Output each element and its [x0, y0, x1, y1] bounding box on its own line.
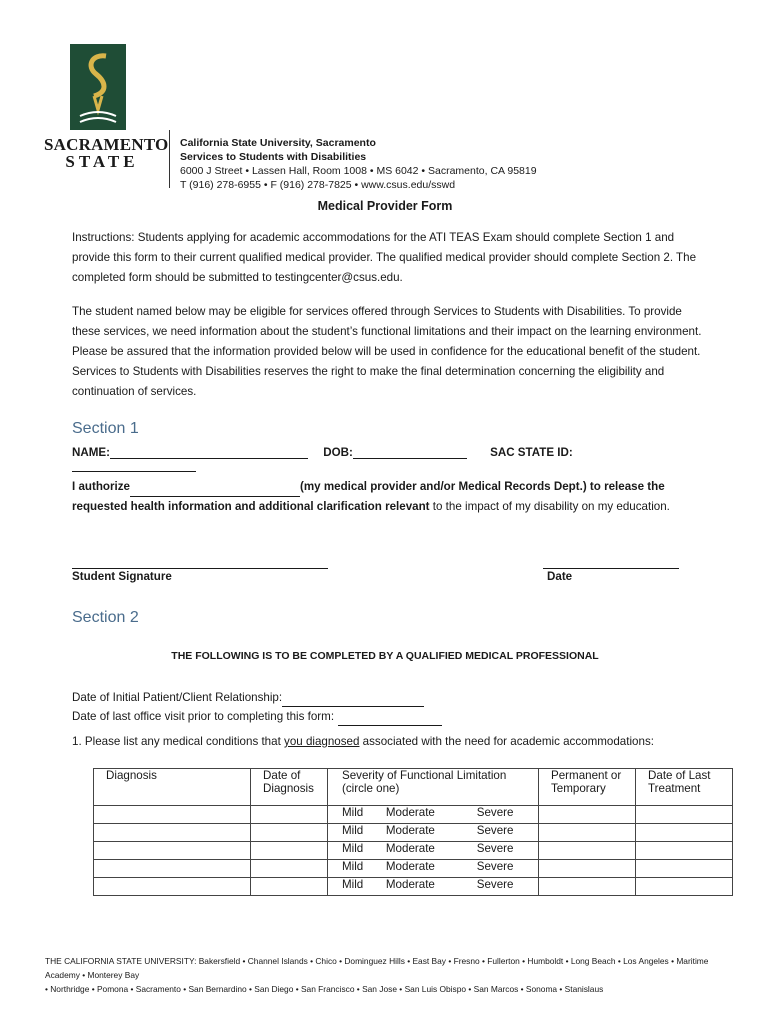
severity-severe[interactable]: Severe — [459, 860, 539, 878]
authorize-line2-rest: to the impact of my disability on my education. — [429, 500, 670, 513]
street-address: 6000 J Street • Lassen Hall, Room 1008 • MS 6042 • Sacramento, CA 95819 — [180, 165, 537, 177]
question-prefix: 1. Please list any medical conditions that — [72, 735, 285, 748]
professional-notice: THE FOLLOWING IS TO BE COMPLETED BY A QUALIFIED MEDICAL PROFESSIONAL — [171, 650, 599, 662]
permanence-cell[interactable] — [539, 860, 636, 878]
intro-paragraph: The student named below may be eligible for services offered through Services to Students with Disabilities. To provide these services, we need information about the student’s functional limitations and their impact on the learning environment. Please be assured that the information provided below will be used in confidence for the educational benefit of the student. Services to Students with Disabilities reserves the right to make the final determination concerning the eligibility and continuation of services. — [72, 305, 702, 398]
severity-mild[interactable]: Mild — [328, 806, 382, 824]
date-of-diagnosis-header: Date of Diagnosis — [251, 769, 328, 806]
university-name: California State University, Sacramento — [180, 137, 376, 149]
csu-campuses-footer — [45, 954, 735, 996]
authorization-statement — [72, 477, 712, 517]
permanence-cell[interactable] — [539, 806, 636, 824]
authorize-suffix: (my medical provider and/or Medical Records Dept.) to release the — [299, 480, 665, 493]
table-header-row — [94, 769, 733, 806]
last-treatment-cell[interactable] — [636, 860, 733, 878]
student-signature-line[interactable] — [72, 568, 328, 569]
severity-moderate[interactable]: Moderate — [382, 842, 459, 860]
sac-state-id-field[interactable] — [72, 471, 196, 472]
last-visit-field[interactable] — [338, 725, 442, 726]
instructions-paragraph: Instructions: Students applying for academic accommodations for the ATI TEAS Exam should complete Section 1 and provide this form to their current qualified medical provider. The qualified medical provider should complete Section 2. The completed form should be submitted to testingcenter@csus.edu. — [72, 231, 697, 284]
permanence-cell[interactable] — [539, 824, 636, 842]
date-cell[interactable] — [251, 806, 328, 824]
department-name: Services to Students with Disabilities — [180, 151, 367, 163]
section1-heading: Section 1 — [72, 420, 139, 437]
student-signature-label: Student Signature — [72, 570, 172, 583]
authorize-line2-bold: requested health information and additional clarification relevant — [72, 500, 430, 513]
conditions-question — [72, 735, 654, 748]
last-treatment-cell[interactable] — [636, 878, 733, 896]
table-row — [94, 842, 733, 860]
table-row — [94, 806, 733, 824]
severity-moderate[interactable]: Moderate — [382, 860, 459, 878]
permanence-cell[interactable] — [539, 842, 636, 860]
severity-moderate[interactable]: Moderate — [382, 806, 459, 824]
permanent-temporary-header: Permanent or Temporary — [539, 769, 636, 806]
university-logo — [70, 44, 126, 130]
footer-line2: • Northridge • Pomona • Sacramento • San Bernardino • San Diego • San Francisco • San Jose • San Luis Obispo • San Marcos • Sonoma • Stanislaus — [45, 984, 604, 994]
diagnosis-cell[interactable] — [94, 878, 251, 896]
initial-relationship-label: Date of Initial Patient/Client Relationship: — [72, 691, 283, 704]
dob-field[interactable] — [353, 458, 467, 459]
question-suffix: associated with the need for academic accommodations: — [359, 735, 654, 748]
signature-date-label: Date — [547, 570, 573, 583]
table-row — [94, 824, 733, 842]
signature-date-line[interactable] — [543, 568, 679, 569]
sac-state-id-label: SAC STATE ID: — [490, 446, 573, 459]
date-cell[interactable] — [251, 842, 328, 860]
relationship-dates — [72, 688, 442, 726]
question-underlined: you diagnosed — [284, 735, 360, 748]
dob-label: DOB: — [323, 446, 353, 459]
contact-info: T (916) 278-6955 • F (916) 278-7825 • www.csus.edu/sswd — [180, 179, 456, 191]
wordmark-line1: SACRAMENTO — [44, 135, 169, 154]
form-title: Medical Provider Form — [317, 199, 453, 213]
severity-severe[interactable]: Severe — [459, 842, 539, 860]
permanence-cell[interactable] — [539, 878, 636, 896]
last-treatment-cell[interactable] — [636, 842, 733, 860]
severity-header: Severity of Functional Limitation (circle one) — [328, 769, 539, 806]
sac-state-s-emblem-icon — [70, 44, 126, 130]
name-label: NAME: — [72, 446, 110, 459]
date-cell[interactable] — [251, 824, 328, 842]
name-field[interactable] — [110, 458, 308, 459]
severity-mild[interactable]: Mild — [328, 824, 382, 842]
last-treatment-cell[interactable] — [636, 824, 733, 842]
severity-mild[interactable]: Mild — [328, 842, 382, 860]
table-row — [94, 860, 733, 878]
wordmark-line2: STATE — [65, 152, 139, 171]
header-divider — [169, 130, 170, 188]
diagnosis-cell[interactable] — [94, 824, 251, 842]
last-visit-label: Date of last office visit prior to completing this form: — [72, 710, 335, 723]
authorize-prefix: I authorize — [72, 480, 130, 493]
severity-severe[interactable]: Severe — [459, 824, 539, 842]
diagnosis-cell[interactable] — [94, 842, 251, 860]
university-wordmark — [44, 135, 169, 171]
severity-moderate[interactable]: Moderate — [382, 878, 459, 896]
severity-severe[interactable]: Severe — [459, 878, 539, 896]
date-last-treatment-header: Date of Last Treatment — [636, 769, 733, 806]
diagnosis-cell[interactable] — [94, 806, 251, 824]
date-cell[interactable] — [251, 878, 328, 896]
diagnosis-header: Diagnosis — [94, 769, 251, 806]
severity-moderate[interactable]: Moderate — [382, 824, 459, 842]
diagnosis-table — [93, 768, 733, 896]
header-address-block — [180, 136, 537, 192]
diagnosis-cell[interactable] — [94, 860, 251, 878]
footer-line1: THE CALIFORNIA STATE UNIVERSITY: Bakersfield • Channel Islands • Chico • Dominguez Hills • East Bay • Fresno • Fullerton • Humboldt • Long Beach • Los Angeles • Maritime Academy • Monterey Bay — [45, 956, 709, 980]
student-info-row — [72, 446, 692, 472]
severity-mild[interactable]: Mild — [328, 878, 382, 896]
section2-heading: Section 2 — [72, 609, 139, 626]
date-cell[interactable] — [251, 860, 328, 878]
last-treatment-cell[interactable] — [636, 806, 733, 824]
severity-mild[interactable]: Mild — [328, 860, 382, 878]
table-row — [94, 878, 733, 896]
severity-severe[interactable]: Severe — [459, 806, 539, 824]
